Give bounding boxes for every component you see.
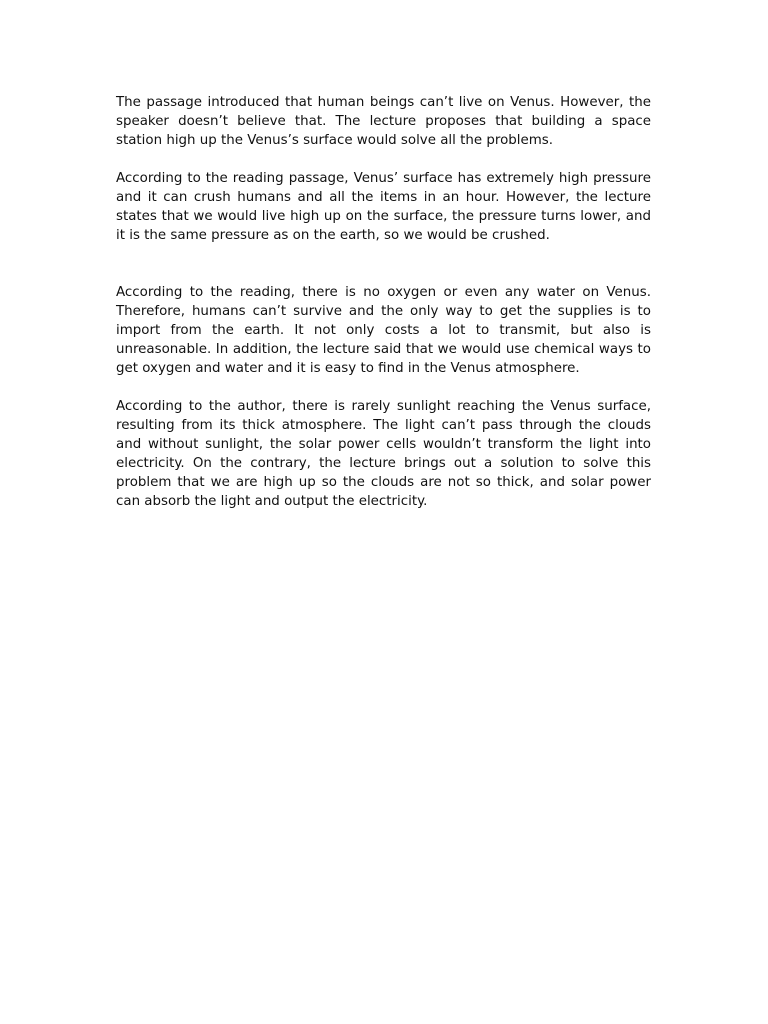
paragraph-oxygen-water: According to the reading, there is no oxygen or even any water on Venus. Therefore, humans can’t survive and the only way to get the supplies is to import from the earth. It not only costs a lot to transmit, but also is unreasonable. In addition, the lecture said that we would use chemical ways to get oxygen and water and it is easy to find in the Venus atmosphere. [116, 285, 651, 376]
paragraph-intro: The passage introduced that human beings can’t live on Venus. However, the speaker doesn’t believe that. The lecture proposes that building a space station high up the Venus’s surface would solve all the problems. [116, 95, 651, 148]
paragraph-spacer [116, 378, 651, 397]
essay-body [116, 93, 651, 511]
paragraph-spacer [116, 245, 651, 283]
paragraph-spacer [116, 150, 651, 169]
paragraph-sunlight: According to the author, there is rarely sunlight reaching the Venus surface, resulting from its thick atmosphere. The light can’t pass through the clouds and without sunlight, the solar power cells wouldn’t transform the light into electricity. On the contrary, the lecture brings out a solution to solve this problem that we are high up so the clouds are not so thick, and solar power can absorb the light and output the electricity. [116, 399, 651, 509]
paragraph-pressure: According to the reading passage, Venus’ surface has extremely high pressure and it can crush humans and all the items in an hour. However, the lecture states that we would live high up on the surface, the pressure turns lower, and it is the same pressure as on the earth, so we would be crushed. [116, 171, 651, 243]
